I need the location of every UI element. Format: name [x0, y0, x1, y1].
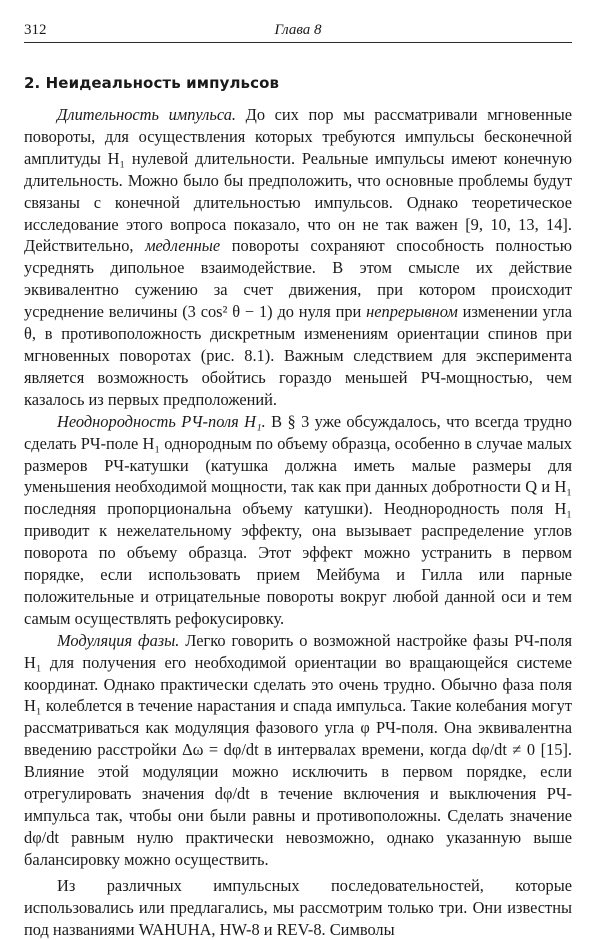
paragraph-text: Из различных импульсных последовательностей, которые использовались или предлагались, мы рассмотрим только три. Они известны под названиями WAHUHA, HW-8 и REV-8. Символы [24, 875, 572, 939]
paragraph-pulse-duration [24, 104, 572, 411]
page-number: 312 [24, 22, 47, 38]
paragraph-text: В § 3 уже обсуждалось, что всегда трудно сделать РЧ-поле H₁ однородным по объему образца, особенно в случае малых размеров РЧ-катушки (катушка должна иметь малые размеры для уменьшения необходимой мощности, так как при данных добротности Q и H₁ последняя пропорциональна объему катушки). Неоднородность поля H₁ приводит к нежелательному эффекту, она вызывает распределение углов поворота по объему образца. Этот эффект можно устранить в первом порядке, если использовать прием Мейбума и Гилла или парные положительные и отрицательные повороты вокруг любой данной оси и тем самым осуществлять рефокусировку. [24, 411, 572, 628]
section-heading: 2. Неидеальность импульсов [24, 74, 280, 92]
paragraph-text: повороты сохраняют способность полностью усреднять дипольное взаимодействие. В этом смысле их действие эквивалентно сужению за счет движения, при котором происходит усреднение величины (3 cos² θ − 1) до нуля при [24, 236, 572, 322]
running-header [24, 20, 572, 43]
paragraph-rf-inhomogeneity [24, 411, 572, 630]
chapter-title: Глава 8 [274, 22, 322, 38]
paragraph-pulse-sequences [24, 875, 572, 940]
paragraph-phase-modulation [24, 630, 572, 871]
paragraph-text: Легко говорить о возможной настройке фазы РЧ-поля H₁ для получения его необходимой ориентации во вращающейся системе координат. Однако практически сделать это очень трудно. Обычно фаза поля H₁ колеблется в течение нарастания и спада импульса. Такие колебания могут рассматриваться как модуляция фазового угла φ РЧ-поля. Она эквивалентна введению расстройки Δω = dφ/dt в интервалах времени, когда dφ/dt ≠ 0 [15]. Влияние этой модуляции можно исключить в первом порядке, если отрегулировать значения dφ/dt в течение включения и выключения РЧ-импульса так, чтобы они были равны и противоположны. Сделать значение dφ/dt равным нулю практически невозможно, однако указанную выше балансировку можно осуществить. [24, 630, 573, 869]
paragraph-lead: Неоднородность РЧ-поля H₁. [57, 411, 266, 431]
paragraph-text: изменении угла θ, в противоположность дискретным изменениям ориентации спинов при мгновенных поворотах (рис. 8.1). Важным следствием для эксперимента является возможность обойтись гораздо меньшей РЧ-мощностью, чем казалось из первых предположений. [24, 302, 572, 409]
emphasized-word: непрерывном [366, 302, 458, 322]
paragraph-lead: Длительность импульса. [57, 105, 237, 124]
emphasized-word: медленные [145, 236, 221, 256]
paragraph-lead: Модуляция фазы. [57, 630, 180, 650]
paragraph-text: До сих пор мы рассматривали мгновенные повороты, для осуществления которых требуются импульсы бесконечной амплитуды H₁ нулевой длительности. Реальные импульсы имеют конечную длительность. Можно было бы предположить, что основные проблемы будут связаны с конечной длительностью импульсов. Однако теоретическое исследование этого вопроса показало, что он не так важен [9, 10, 13, 14]. Действительно, [24, 105, 572, 256]
book-page [24, 20, 572, 940]
